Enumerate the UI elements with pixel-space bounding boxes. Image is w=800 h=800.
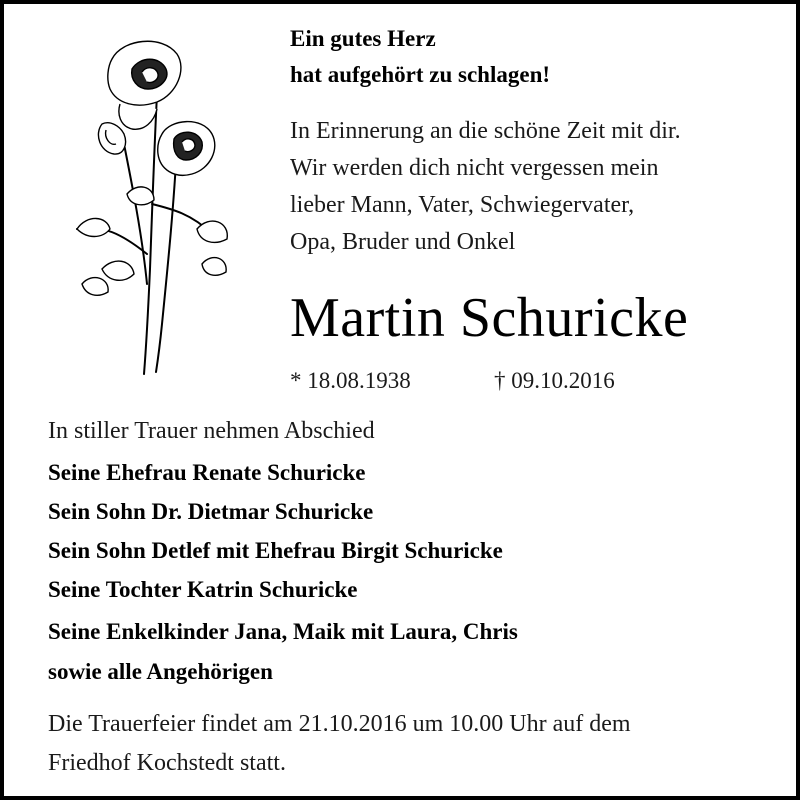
mourner-line-2: Sein Sohn Dr. Dietmar Schuricke	[48, 499, 374, 524]
intro-line-4: Opa, Bruder und Onkel	[290, 229, 516, 255]
mourner-line-4: Seine Tochter Katrin Schuricke	[48, 577, 358, 602]
heading-line-1: Ein gutes Herz	[290, 26, 436, 51]
mourner-line-3: Sein Sohn Detlef mit Ehefrau Birgit Schuricke	[48, 538, 503, 563]
birth-date: * 18.08.1938	[290, 368, 411, 393]
intro-line-3: lieber Mann, Vater, Schwiegervater,	[290, 192, 635, 218]
funeral-line-1: Die Trauerfeier findet am 21.10.2016 um 10.00 Uhr auf dem	[48, 711, 631, 737]
intro-line-1: In Erinnerung an die schöne Zeit mit dir.	[290, 118, 681, 144]
mourner-line-6: sowie alle Angehörigen	[48, 659, 273, 684]
mourner-line-1: Seine Ehefrau Renate Schuricke	[48, 460, 366, 485]
deceased-name: Martin Schuricke	[290, 287, 689, 349]
mourner-line-5: Seine Enkelkinder Jana, Maik mit Laura, Chris	[48, 619, 518, 644]
intro-line-2: Wir werden dich nicht vergessen mein	[290, 155, 659, 181]
mourners-intro: In stiller Trauer nehmen Abschied	[48, 418, 375, 444]
heading-line-2: hat aufgehört zu schlagen!	[290, 62, 551, 87]
death-date: † 09.10.2016	[494, 368, 615, 393]
funeral-line-2: Friedhof Kochstedt statt.	[48, 750, 286, 776]
rose-icon	[62, 34, 232, 379]
